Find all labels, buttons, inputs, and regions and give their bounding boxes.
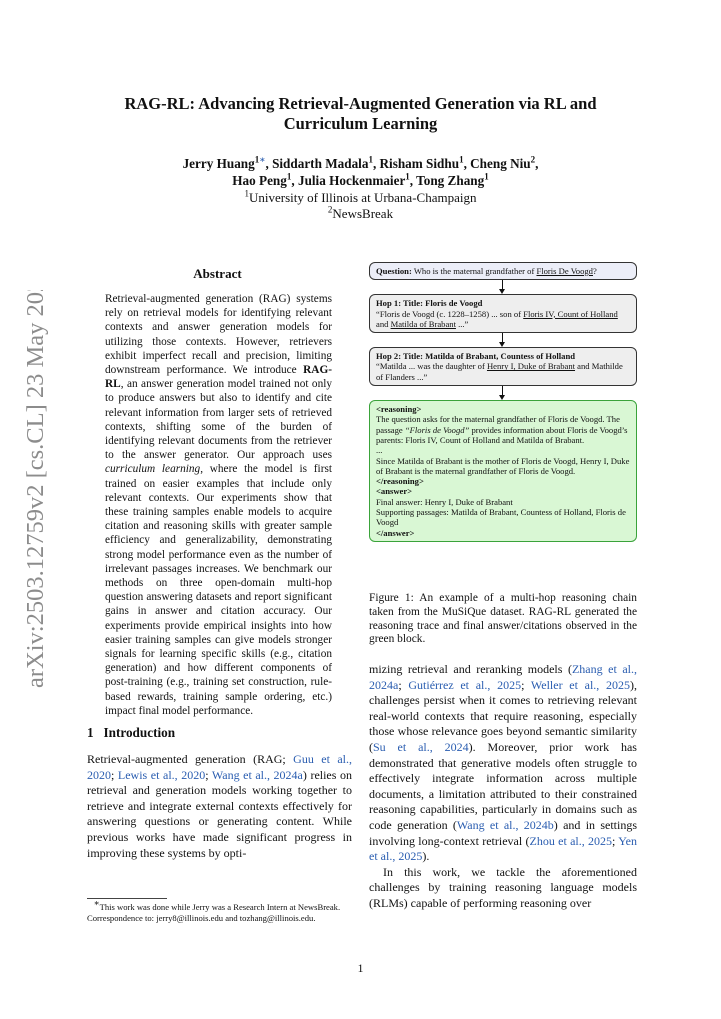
affiliation-1 [0,190,721,206]
body-text: Retrieval-augmented generation (RAG; [87,752,294,766]
arxiv-stamp [6,290,58,690]
down-arrow-icon [369,386,637,400]
author-affil-sup: 1 [254,154,260,165]
supporting-passages: Supporting passages: Matilda of Brabant, Countess of Holland, Floris de Voogd [376,507,626,528]
hop-text: “Matilda ... was the daughter of [376,361,487,372]
down-arrow-icon [369,280,637,294]
down-arrow-icon [369,333,637,347]
question-box [369,262,637,280]
affil-text: University of Illinois at Urbana-Champaign [249,190,477,205]
abstract-text: Retrieval-augmented generation (RAG) systems rely on retrieval models for identifying relevant contexts and answer generation models for utilizing those contexts. However, retrievers exhibit imperfect recall and precision, limiting downstream performance. We introduce [105,293,332,377]
title-line-2: Curriculum Learning [283,114,438,133]
affil-text: NewsBreak [332,206,394,221]
footnote [87,898,352,924]
model-output-box [369,400,637,542]
author-name: Cheng Niu [470,156,531,171]
citation-link[interactable]: Yen et al., 2025 [369,833,638,864]
affiliations [0,190,721,222]
hop-2-text [376,361,630,382]
abstract-heading: Abstract [193,266,242,281]
author-affil-sup: 1 [368,154,373,165]
body-text: ; [111,767,118,782]
figure-1 [369,262,637,542]
citation-link[interactable]: Zhang et al., 2024a [369,662,638,692]
body-text: ; [612,833,619,848]
figure-caption: Figure 1: An example of a multi-hop reasoning chain taken from the MuSiQue dataset. RAG-RL generated the reasoning trace and final answer/citations observed in the green block. [369,592,637,646]
question-entity: Floris De Voogd [536,266,593,276]
author-name: Julia Hockenmaier [297,173,406,188]
title-line-1: RAG-RL: Advancing Retrieval-Augmented Generation via RL and [124,94,597,113]
reasoning-text: The question asks for the maternal grandfather of Floris de Voogd. The passage [376,414,620,435]
author-affil-sup: 1 [459,154,464,165]
abstract-text: , an answer generation model trained not only to produce answers but also to identify and cite relevant information from larger sets of retrieved contexts, shifting some of the burden of identifying relevant documents from the retriever to the answer generator. Our approach uses [105,378,332,462]
body-text: ; [205,767,212,782]
body-text: ). [422,849,430,864]
citation-link[interactable]: Su et al., 2024 [373,739,469,754]
affil-sup: 2 [327,204,333,215]
affiliation-2 [0,206,721,222]
page-number: 1 [357,961,364,975]
section-number: 1 [87,725,94,740]
hop-2-box [369,347,637,386]
section-heading [87,725,175,741]
reasoning-close-tag: </reasoning> [376,476,424,487]
intro-paragraph [87,752,352,861]
right-column-text [369,662,637,912]
author-line-1: Jerry Huang$^{1∗}$, Siddarth Madala$^1$, Risham Sidhu$^1$, Cheng Niu$^2$, [182,154,539,171]
reasoning-text: provides information about Floris de Voogd’s parents: Floris IV, Count of Holland and Matilda of Brabant. [376,424,628,445]
hop-text: and Mathilde of Flanders ...” [376,361,623,382]
author-affil-sup: 1 [286,171,292,182]
body-text: ; [398,677,409,692]
curriculum-term: curriculum learning [105,463,201,476]
paragraph [369,662,637,865]
answer-open-tag: <answer> [376,486,413,497]
question-label: Question: [376,266,412,276]
hop-text: ...” [455,318,469,329]
citation-link[interactable]: Guu et al., 2020 [87,752,352,782]
hop-text: “Floris de Voogd (c. 1228–1258) ... son of [376,308,524,319]
author-list [0,155,721,189]
reasoning-open-tag: <reasoning> [376,404,422,415]
author-affil-sup: 1 [484,171,489,182]
reasoning-text-2: Since Matilda of Brabant is the mother of Floris de Voogd, Henry I, Duke of Brabant is the maternal grandfather of Floris de Voogd. [376,455,630,476]
citation-link[interactable]: Wang et al., 2024a [211,767,303,782]
hop-1-title: Hop 1: Title: Floris de Voogd [376,298,483,309]
model-name: RAG-RL [105,364,332,391]
author-name: Tong Zhang [416,173,485,188]
author-line-2: Hao Peng$^1$, Julia Hockenmaier$^1$, Tong Zhang$^1$ [232,171,489,188]
question-text: Who is the maternal grandfather of [413,266,537,276]
reasoning-quote: “Floris de Voogd” [404,424,470,435]
citation-link[interactable]: Gutiérrez et al., 2025 [408,677,522,692]
arxiv-stamp-svg [6,290,58,690]
author-name: Siddarth Madala [272,156,369,171]
author-affil-sup: 2 [530,154,536,165]
footnote-mark: ∗ [93,898,100,909]
affil-sup: 1 [244,188,250,199]
author-name: Risham Sidhu [379,156,460,171]
footnote-text: This work was done while Jerry was a Research Intern at NewsBreak. Correspondence to: jerry8@illinois.edu and tozhang@illinois.edu. [87,902,341,923]
answer-close-tag: </answer> [376,527,415,538]
hop-entity: Henry I, Duke of Brabant [486,361,576,372]
arxiv-stamp-text: arXiv:2503.12759v2 [cs.CL] 23 May 2025 [22,290,49,688]
body-text: ). Moreover, prior work has demonstrated that generative models often struggle to effectively integrate information across multiple documents, a limitation attributed to their constrained reasoning capabilities, particularly in domains such as code generation ( [369,739,637,832]
paragraph: In this work, we tackle the aforementioned challenges by training reasoning language models (RLMs) capable of performing reasoning over [369,864,637,910]
reasoning-ellipsis: ... [376,445,383,456]
author-name: Hao Peng [232,173,287,188]
question-end: ? [592,266,597,276]
hop-1-box [369,294,637,333]
hop-entity: Matilda of Brabant [390,318,456,329]
hop-entity: Floris IV, Count of Holland [523,308,618,319]
section-title: Introduction [103,725,176,740]
citation-link[interactable]: Weller et al., 2025 [530,677,630,692]
hop-2-title: Hop 2: Title: Matilda of Brabant, Countess of Holland [376,351,576,362]
body-text: ) relies on retrieval and generation models working together to retrieve and integrate external contexts effectively for answering questions or generating content. While previous works have made significant progress in improving these systems by opti- [87,767,352,860]
body-text: mizing retrieval and reranking models ( [369,662,572,676]
hop-text: and [376,318,391,329]
body-text: ), challenges persist when it comes to retrieving relevant real-world contexts that require reasoning, especially those whose relevance goes beyond semantic similarity ( [369,677,637,754]
citation-link[interactable]: Wang et al., 2024b [456,817,554,832]
abstract-body [105,292,332,718]
reasoning-text-1 [376,414,630,445]
author-name: Jerry Huang [182,156,255,171]
abstract-text: , where the model is first trained on easier examples that include only relevant contexts. Our experiments show that these training samples enable models to acquire citation and reasoning skills with greater sample efficiency and generalizability, demonstrating strong model performance even as the number of irrelevant passages increases. We benchmark our methods on three open-domain multi-hop question answering datasets and report significant gains in answer and citation accuracy. Our experiments provide empirical insights into how easier training samples can give models stronger signals for learning specific skills (e.g., citation generation) and how different components of post-training (e.g., training set construction, rule-based rewards, training sample ordering, etc.) impact final model performance. [105,463,332,717]
paper-title [0,94,721,134]
author-star-sup: ∗ [259,154,266,165]
body-text: ; [521,677,531,692]
final-answer: Final answer: Henry I, Duke of Brabant [376,496,513,507]
hop-1-text [376,309,630,330]
body-text: ) and in settings involving long-context retrieval ( [369,817,638,848]
author-affil-sup: 1 [405,171,410,182]
citation-link[interactable]: Zhou et al., 2025 [529,833,613,848]
citation-link[interactable]: Lewis et al., 2020 [117,767,206,782]
